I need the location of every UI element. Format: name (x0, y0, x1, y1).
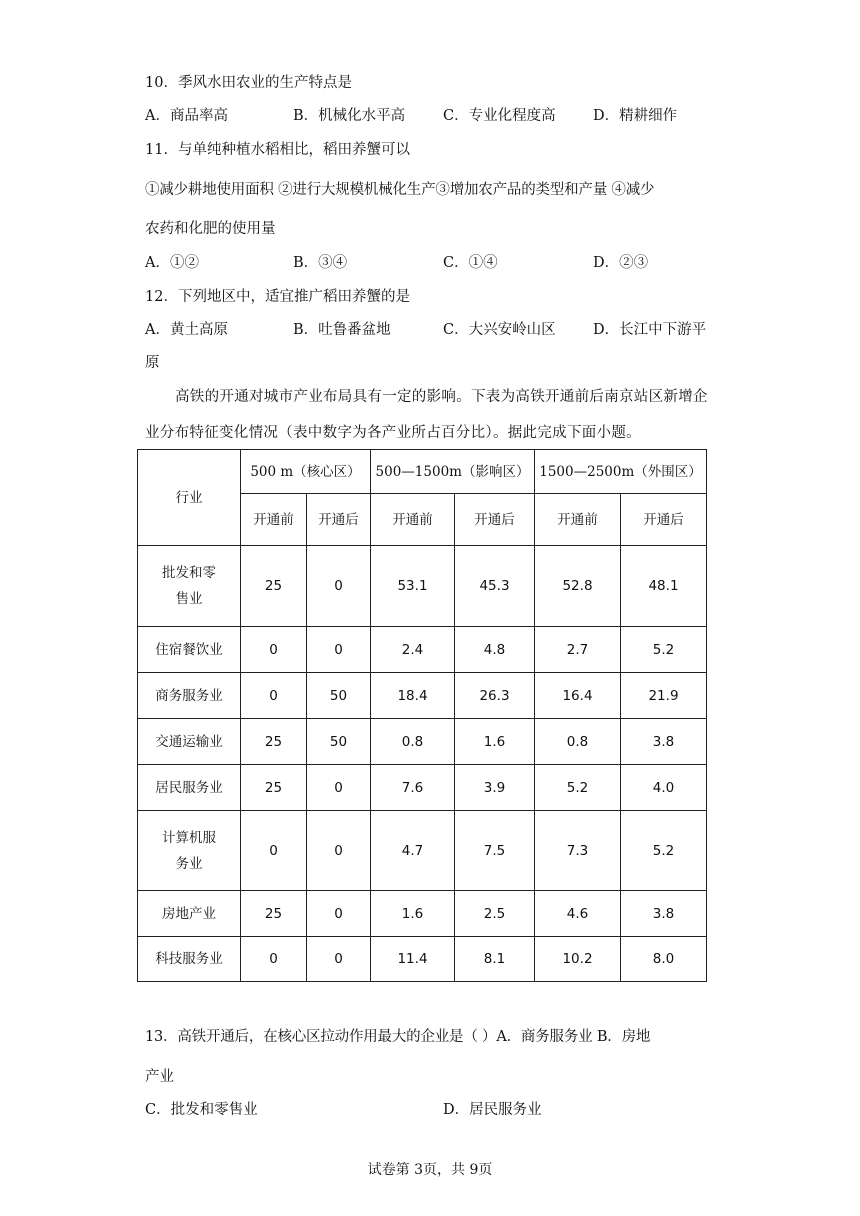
table-row (138, 811, 707, 891)
cell-value: 0 (307, 811, 371, 891)
cell-value: 16.4 (535, 673, 621, 719)
cell-value: 5.2 (621, 627, 707, 673)
header-after: 开通后 (621, 494, 707, 546)
cell-value: 0 (307, 937, 371, 982)
header-industry: 行业 (138, 450, 241, 546)
q11-option-a: A．①② (145, 255, 199, 271)
q13-line2: 产业 (145, 1069, 174, 1085)
cell-value: 25 (241, 891, 307, 937)
cell-value: 52.8 (535, 546, 621, 627)
cell-value: 0 (241, 673, 307, 719)
q13-line1: 13．高铁开通后，在核心区拉动作用最大的企业是（ ）A．商务服务业 B．房地 (145, 1029, 651, 1045)
q10-option-d: D．精耕细作 (593, 108, 678, 124)
q13-option-c: C．批发和零售业 (145, 1102, 258, 1118)
cell-value: 26.3 (455, 673, 535, 719)
cell-value: 48.1 (621, 546, 707, 627)
q12-option-d: D．长江中下游平 (593, 322, 707, 338)
header-before: 开通前 (371, 494, 455, 546)
header-zone-outer: 1500—2500m（外围区） (535, 450, 707, 494)
cell-value: 4.0 (621, 765, 707, 811)
cell-value: 18.4 (371, 673, 455, 719)
header-before: 开通前 (535, 494, 621, 546)
cell-value: 8.0 (621, 937, 707, 982)
cell-value: 7.6 (371, 765, 455, 811)
cell-value: 2.7 (535, 627, 621, 673)
header-after: 开通后 (307, 494, 371, 546)
cell-value: 25 (241, 719, 307, 765)
header-zone-core: 500 m（核心区） (241, 450, 371, 494)
row-label: 科技服务业 (138, 937, 241, 982)
q12-option-a: A．黄土高原 (145, 322, 228, 338)
header-after: 开通后 (455, 494, 535, 546)
q10-option-b: B．机械化水平高 (293, 108, 406, 124)
q11-stem: 11．与单纯种植水稻相比，稻田养蟹可以 (145, 142, 410, 158)
cell-value: 53.1 (371, 546, 455, 627)
material-line2: 业分布特征变化情况（表中数字为各产业所占百分比）。据此完成下面小题。 (145, 425, 641, 441)
q12-option-b: B．吐鲁番盆地 (293, 322, 391, 338)
cell-value: 7.5 (455, 811, 535, 891)
q10-option-c: C．专业化程度高 (443, 108, 556, 124)
q12-option-c: C．大兴安岭山区 (443, 322, 556, 338)
row-label: 计算机服务业 (138, 811, 241, 891)
q11-statements-line2: 农药和化肥的使用量 (145, 221, 276, 237)
header-before: 开通前 (241, 494, 307, 546)
q10-stem: 10．季风水田农业的生产特点是 (145, 75, 352, 91)
cell-value: 8.1 (455, 937, 535, 982)
cell-value: 1.6 (371, 891, 455, 937)
cell-value: 50 (307, 673, 371, 719)
table-row (138, 546, 707, 627)
cell-value: 4.6 (535, 891, 621, 937)
table-row (138, 891, 707, 937)
cell-value: 0 (307, 891, 371, 937)
table-row (138, 719, 707, 765)
row-label: 居民服务业 (138, 765, 241, 811)
cell-value: 0 (241, 811, 307, 891)
cell-value: 3.8 (621, 891, 707, 937)
row-label: 商务服务业 (138, 673, 241, 719)
page-footer: 试卷第 3页，共 9页 (367, 1162, 493, 1178)
cell-value: 0 (307, 546, 371, 627)
cell-value: 0 (307, 627, 371, 673)
cell-value: 21.9 (621, 673, 707, 719)
cell-value: 45.3 (455, 546, 535, 627)
q12-option-d-wrap: 原 (145, 355, 160, 371)
cell-value: 4.8 (455, 627, 535, 673)
cell-value: 11.4 (371, 937, 455, 982)
header-zone-influence: 500—1500m（影响区） (371, 450, 535, 494)
table-row (138, 937, 707, 982)
row-label: 房地产业 (138, 891, 241, 937)
q10-option-a: A．商品率高 (145, 108, 228, 124)
q11-option-c: C．①④ (443, 255, 498, 271)
cell-value: 0.8 (535, 719, 621, 765)
material-line1: 高铁的开通对城市产业布局具有一定的影响。下表为高铁开通前后南京站区新增企 (175, 389, 708, 405)
cell-value: 0 (241, 937, 307, 982)
table-row (138, 627, 707, 673)
cell-value: 1.6 (455, 719, 535, 765)
cell-value: 5.2 (535, 765, 621, 811)
cell-value: 2.4 (371, 627, 455, 673)
cell-value: 0 (307, 765, 371, 811)
row-label: 批发和零售业 (138, 546, 241, 627)
row-label: 交通运输业 (138, 719, 241, 765)
table-header-zones (138, 450, 707, 494)
table-row (138, 673, 707, 719)
cell-value: 4.7 (371, 811, 455, 891)
q11-option-d: D．②③ (593, 255, 649, 271)
q13-option-d: D．居民服务业 (443, 1102, 542, 1118)
industry-table (137, 449, 707, 982)
cell-value: 3.9 (455, 765, 535, 811)
cell-value: 3.8 (621, 719, 707, 765)
q11-statements-line1: ①减少耕地使用面积 ②进行大规模机械化生产③增加农产品的类型和产量 ④减少 (145, 182, 655, 198)
cell-value: 7.3 (535, 811, 621, 891)
cell-value: 5.2 (621, 811, 707, 891)
cell-value: 2.5 (455, 891, 535, 937)
q11-option-b: B．③④ (293, 255, 348, 271)
table-row (138, 765, 707, 811)
cell-value: 50 (307, 719, 371, 765)
row-label: 住宿餐饮业 (138, 627, 241, 673)
cell-value: 0.8 (371, 719, 455, 765)
cell-value: 0 (241, 627, 307, 673)
cell-value: 10.2 (535, 937, 621, 982)
cell-value: 25 (241, 546, 307, 627)
q12-stem: 12．下列地区中，适宜推广稻田养蟹的是 (145, 289, 410, 305)
cell-value: 25 (241, 765, 307, 811)
